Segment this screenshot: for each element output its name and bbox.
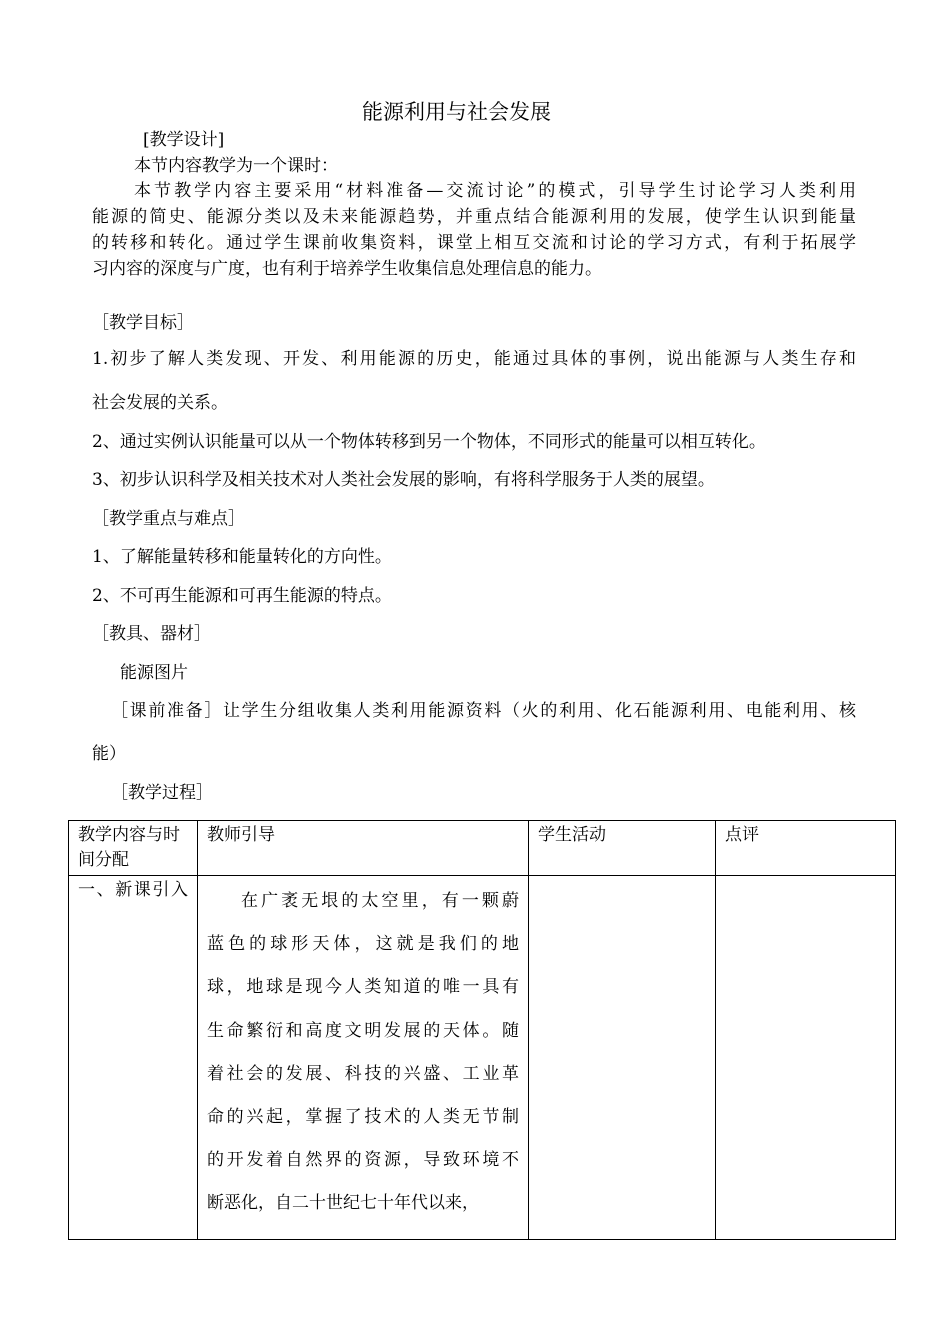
- intro-line-4: 习内容的深度与广度，也有利于培养学生收集信息处理信息的能力。: [92, 259, 602, 279]
- materials-heading: ［教具、器材］: [92, 624, 211, 644]
- table-header-row: [69, 821, 896, 876]
- header-content-time: 教学内容与时间分配: [69, 821, 198, 876]
- guide-line-4: 生命繁衍和高度文明发展的天体。随: [207, 1020, 519, 1041]
- row-section-label: 一、新课引入: [69, 876, 198, 1240]
- row-teacher-guide: [198, 876, 529, 1240]
- keypoint-2: 2、不可再生能源和可再生能源的特点。: [92, 586, 392, 606]
- goals-heading: ［教学目标］: [92, 313, 194, 333]
- materials-text: 能源图片: [120, 663, 188, 683]
- intro-line-3: 的转移和转化。通过学生课前收集资料，课堂上相互交流和讨论的学习方式，有利于拓展学: [92, 233, 856, 253]
- prep-line-1: ［课前准备］让学生分组收集人类利用能源资料（火的利用、化石能源利用、电能利用、核: [111, 701, 856, 721]
- guide-line-1: 在广袤无垠的太空里，有一颗蔚: [241, 891, 519, 911]
- goal-1-line-2: 社会发展的关系。: [92, 393, 228, 413]
- intro-line-1: 本节教学内容主要采用“材料准备—交流讨论”的模式，引导学生讨论学习人类利用: [134, 181, 856, 201]
- keypoint-1: 1、了解能量转移和能量转化的方向性。: [92, 547, 392, 567]
- table-row: [69, 876, 896, 1240]
- page-title: 能源利用与社会发展: [362, 100, 551, 124]
- goal-1-line-1: 1.初步了解人类发现、开发、利用能源的历史，能通过具体的事例，说出能源与人类生存和: [92, 349, 856, 369]
- row-student-activity: [529, 876, 716, 1240]
- guide-line-7: 的开发着自然界的资源，导致环境不: [207, 1150, 519, 1171]
- guide-line-5: 着社会的发展、科技的兴盛、工业革: [207, 1063, 519, 1084]
- header-teacher-guide: 教师引导: [198, 821, 529, 876]
- guide-line-6: 命的兴起，掌握了技术的人类无节制: [207, 1107, 519, 1128]
- design-heading: [教学设计]: [143, 130, 225, 150]
- row-comment: [716, 876, 896, 1240]
- goal-2: 2、通过实例认识能量可以从一个物体转移到另一个物体，不同形式的能量可以相互转化。: [92, 432, 766, 452]
- keypoints-heading: ［教学重点与难点］: [92, 509, 245, 529]
- intro-line-2: 能源的简史、能源分类以及未来能源趋势，并重点结合能源利用的发展，使学生认识到能量: [92, 207, 856, 227]
- header-student-activity: 学生活动: [529, 821, 716, 876]
- process-heading: ［教学过程］: [111, 783, 213, 803]
- prep-line-2: 能）: [92, 744, 126, 764]
- header-comment: 点评: [716, 821, 896, 876]
- lesson-process-table: [68, 820, 896, 1240]
- lesson-count: 本节内容教学为一个课时：: [134, 156, 338, 176]
- goal-3: 3、初步认识科学及相关技术对人类社会发展的影响，有将科学服务于人类的展望。: [92, 470, 715, 490]
- guide-line-8: 断恶化，自二十世纪七十年代以来，: [207, 1193, 479, 1214]
- guide-line-2: 蓝色的球形天体，这就是我们的地: [207, 934, 519, 955]
- guide-line-3: 球，地球是现今人类知道的唯一具有: [207, 977, 519, 998]
